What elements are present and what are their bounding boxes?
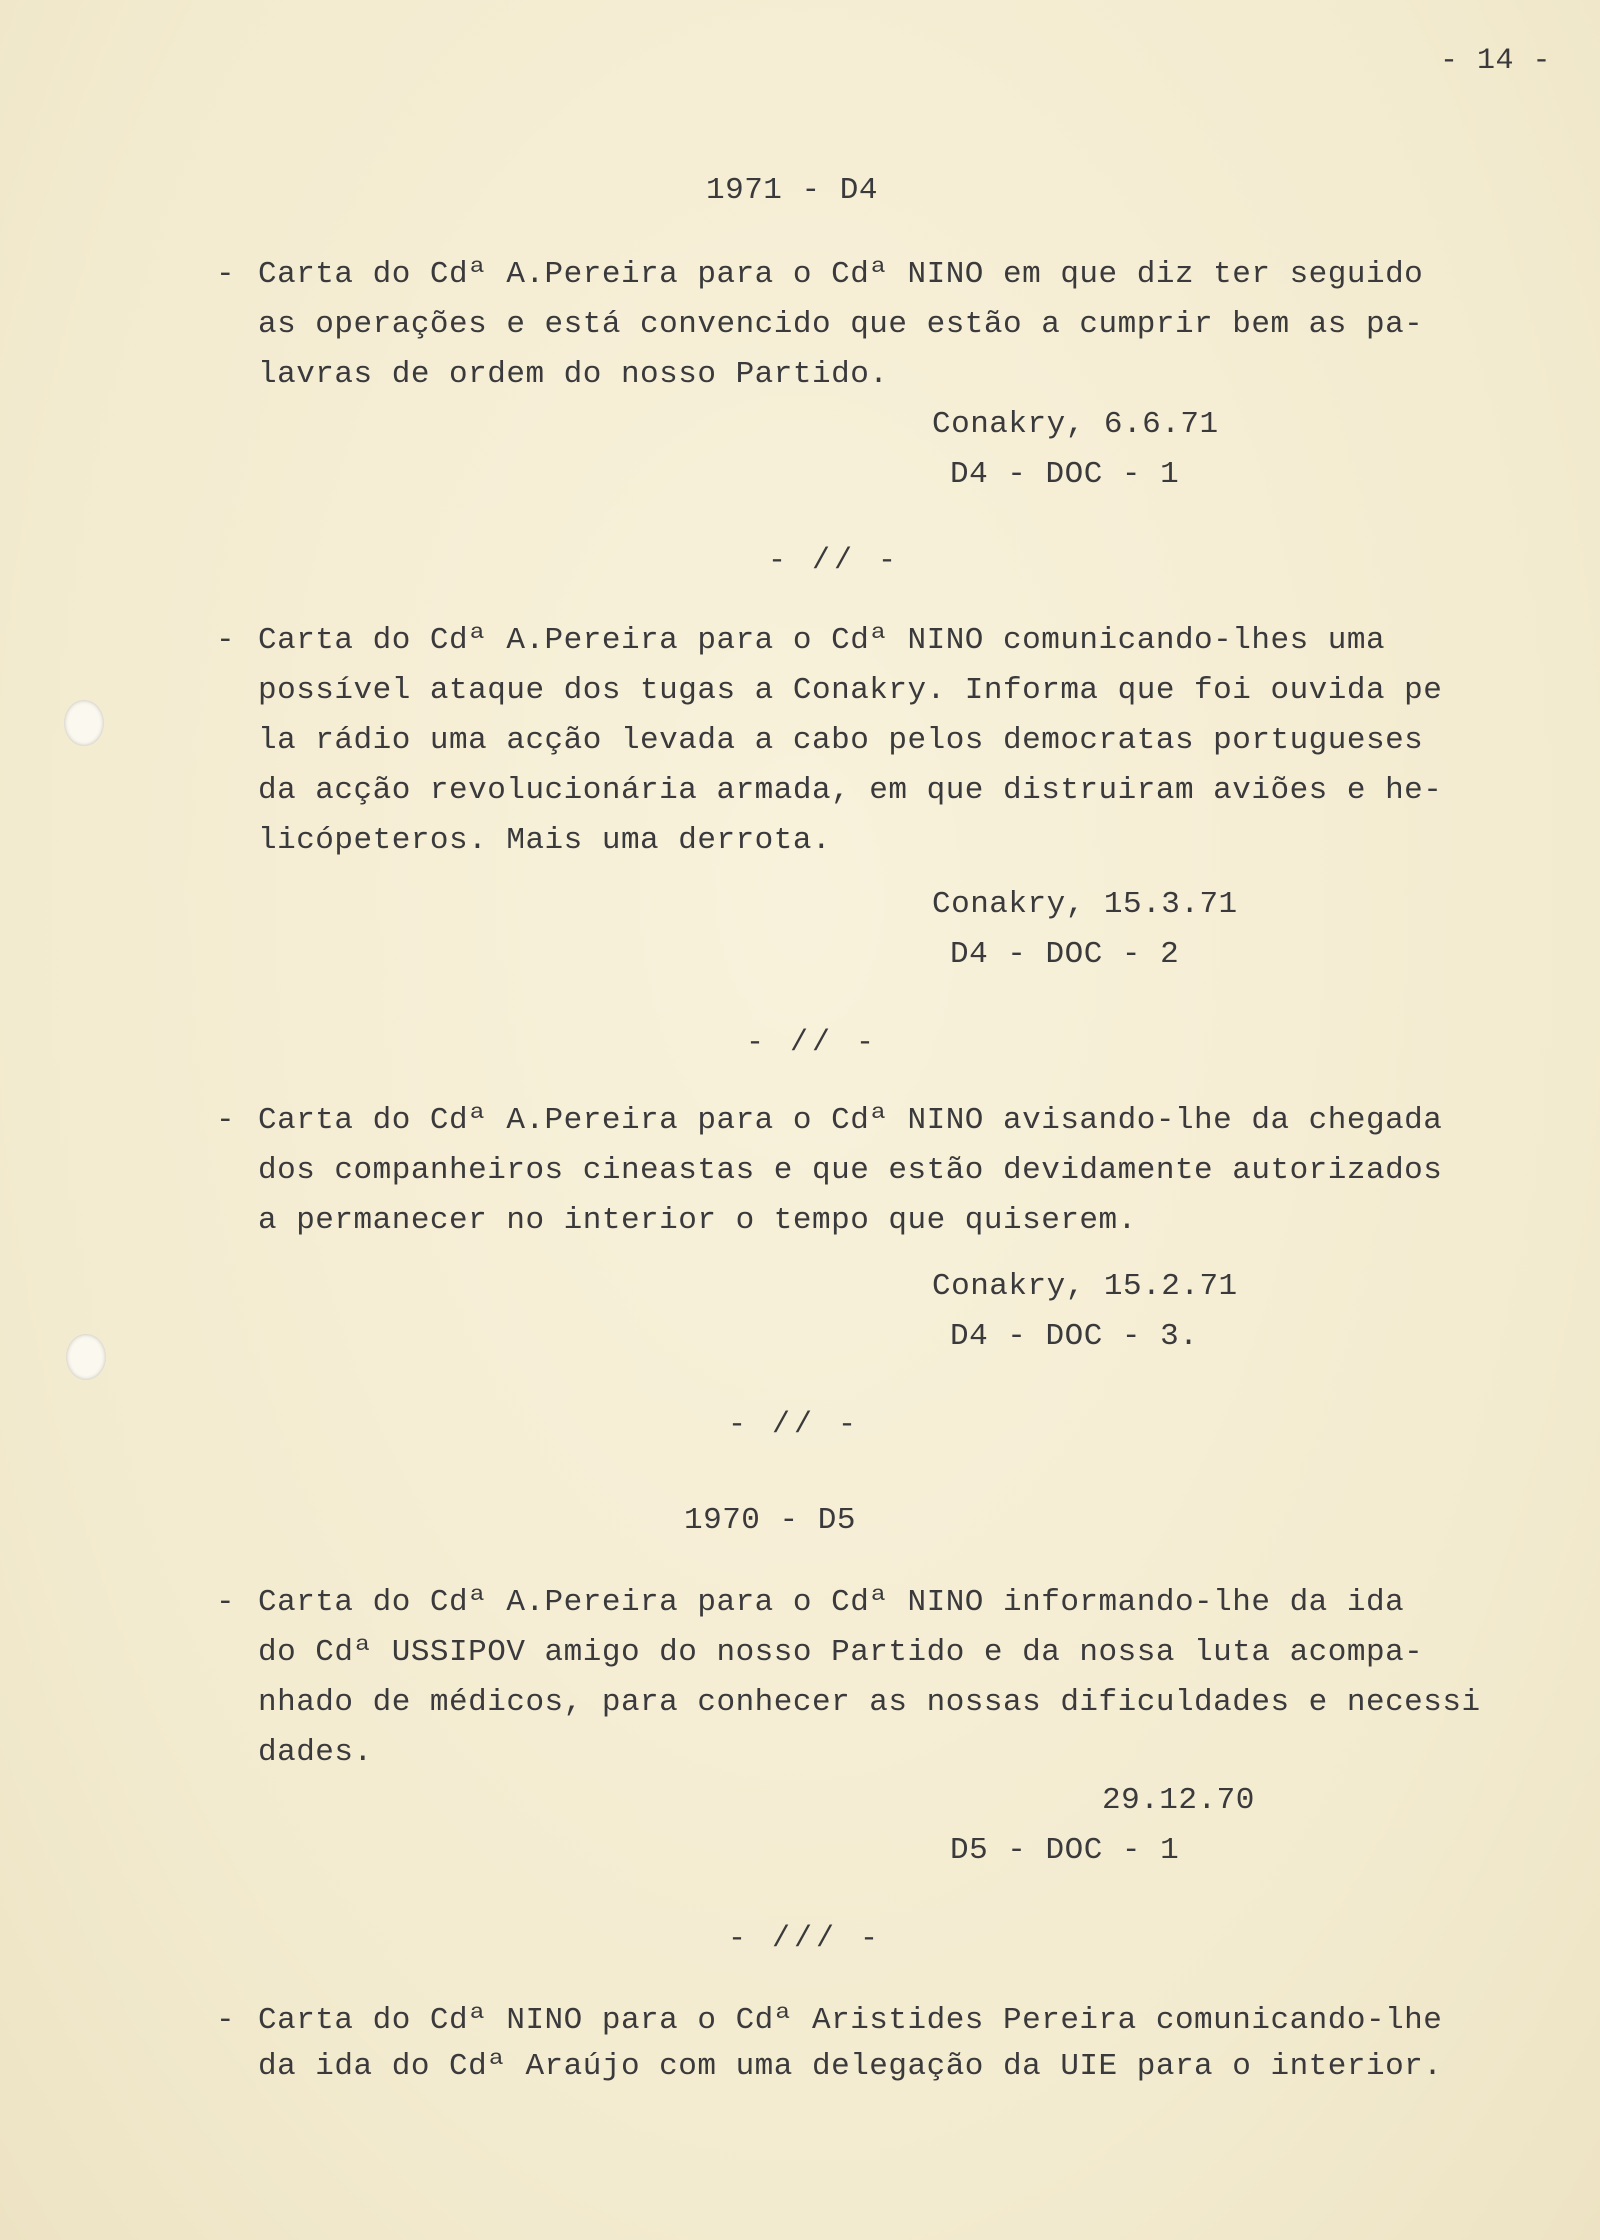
entry-line: do Cdª USSIPOV amigo do nosso Partido e da nossa luta acompa- bbox=[258, 1635, 1424, 1670]
entry-line: nhado de médicos, para conhecer as nossas dificuldades e necessi bbox=[258, 1685, 1481, 1720]
entry-bullet: - bbox=[216, 623, 236, 658]
entry-line: dos companheiros cineastas e que estão devidamente autorizados bbox=[258, 1153, 1443, 1188]
entry-line: a permanecer no interior o tempo que quiserem. bbox=[258, 1203, 1137, 1238]
entry-place-date: Conakry, 15.2.71 bbox=[932, 1269, 1238, 1304]
entry-bullet: - bbox=[216, 257, 236, 292]
entry-doc-ref: D5 - DOC - 1 bbox=[950, 1833, 1180, 1868]
entry-bullet: - bbox=[216, 1585, 236, 1620]
entry-place-date: 29.12.70 bbox=[1102, 1783, 1255, 1818]
entry-place-date: Conakry, 15.3.71 bbox=[932, 887, 1238, 922]
page-number: - 14 - bbox=[1440, 44, 1552, 78]
entry-bullet: - bbox=[216, 2003, 236, 2038]
entry-line: lavras de ordem do nosso Partido. bbox=[258, 357, 889, 392]
entry-separator: - // - bbox=[728, 1408, 861, 1442]
entry-line: dades. bbox=[258, 1735, 373, 1770]
entry-line: licópeteros. Mais uma derrota. bbox=[258, 823, 832, 858]
entry-separator: - // - bbox=[746, 1026, 879, 1060]
punch-hole-bottom bbox=[66, 1334, 106, 1380]
entry-line: da acção revolucionária armada, em que distruiram aviões e he- bbox=[258, 773, 1443, 808]
entry-doc-ref: D4 - DOC - 1 bbox=[950, 457, 1180, 492]
entry-line: Carta do Cdª NINO para o Cdª Aristides Pereira comunicando-lhe bbox=[258, 2003, 1443, 2038]
entry-line: Carta do Cdª A.Pereira para o Cdª NINO avisando-lhe da chegada bbox=[258, 1103, 1443, 1138]
entry-place-date: Conakry, 6.6.71 bbox=[932, 407, 1219, 442]
entry-line: da ida do Cdª Araújo com uma delegação da UIE para o interior. bbox=[258, 2049, 1443, 2084]
entry-separator: - // - bbox=[768, 544, 901, 578]
section-heading-1971: 1971 - D4 bbox=[706, 173, 878, 208]
entry-line: possível ataque dos tugas a Conakry. Informa que foi ouvida pe bbox=[258, 673, 1443, 708]
section-heading-1970: 1970 - D5 bbox=[684, 1503, 856, 1538]
entry-line: Carta do Cdª A.Pereira para o Cdª NINO em que diz ter seguido bbox=[258, 257, 1424, 292]
entry-line: Carta do Cdª A.Pereira para o Cdª NINO informando-lhe da ida bbox=[258, 1585, 1405, 1620]
entry-separator: - /// - bbox=[728, 1922, 883, 1956]
entry-line: Carta do Cdª A.Pereira para o Cdª NINO comunicando-lhes uma bbox=[258, 623, 1386, 658]
entry-line: la rádio uma acção levada a cabo pelos democratas portugueses bbox=[258, 723, 1424, 758]
punch-hole-top bbox=[64, 700, 104, 746]
entry-line: as operações e está convencido que estão a cumprir bem as pa- bbox=[258, 307, 1424, 342]
entry-doc-ref: D4 - DOC - 3. bbox=[950, 1319, 1199, 1354]
entry-doc-ref: D4 - DOC - 2 bbox=[950, 937, 1180, 972]
entry-bullet: - bbox=[216, 1103, 236, 1138]
